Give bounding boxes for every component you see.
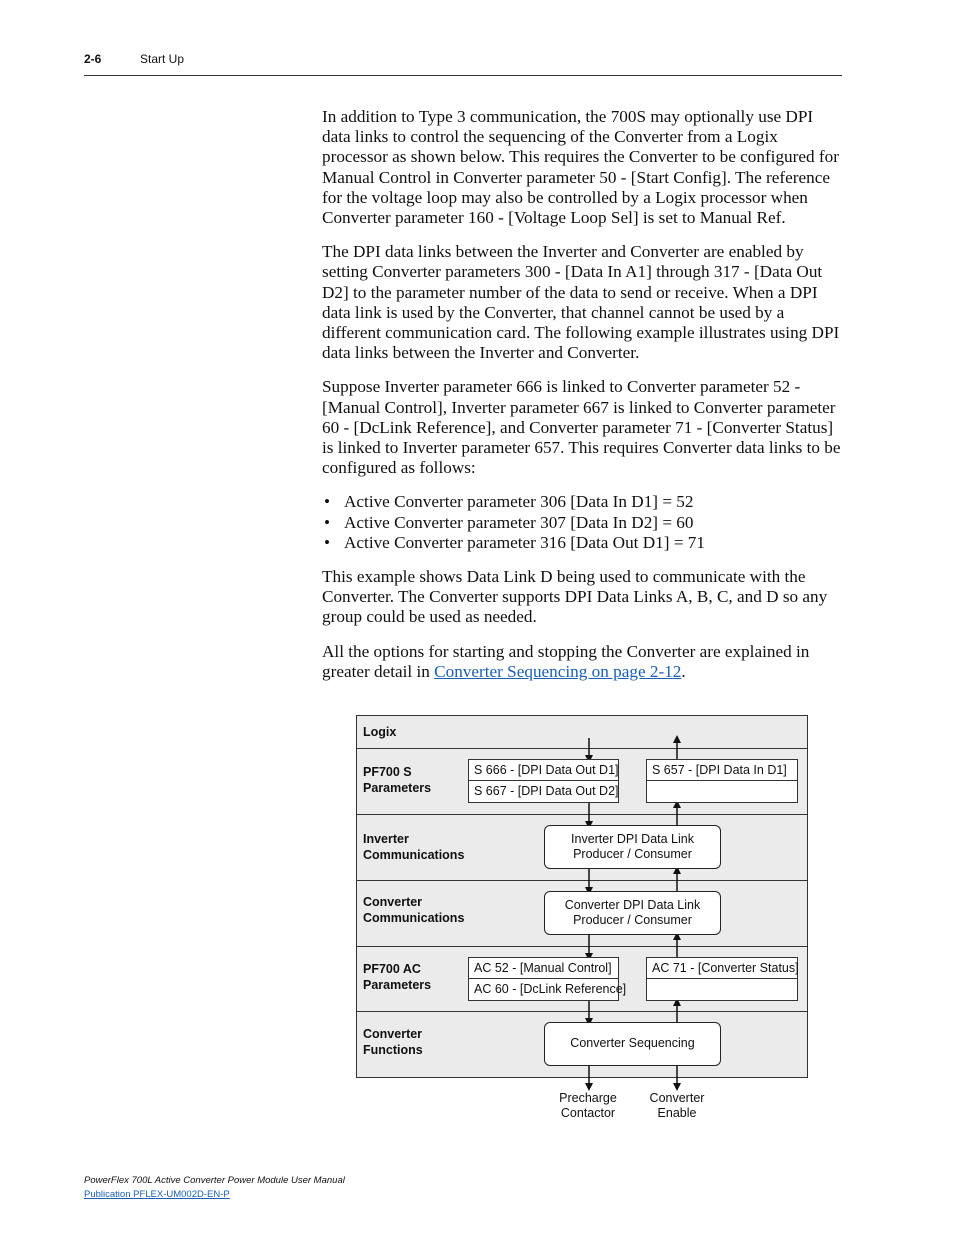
paragraph-1: In addition to Type 3 communication, the 700S may optionally use DPI data links to control the sequencing of the Converter from a Logix processor as shown below. This requires the Converter to be configured for Manual Control in Converter parameter 50 - [Start Config]. The reference for the voltage loop may also be controlled by a Logix processor when Converter parameter 160 - [Voltage Loop Sel] is set to Manual Ref. [322, 107, 839, 228]
band-label-pf700s: PF700 S Parameters [363, 765, 432, 795]
list-item: • Active Converter parameter 316 [Data Out D1] = 71 [322, 533, 842, 553]
paragraph-5-text: All the options for starting and stopping the Converter are explained in greater detail in [322, 641, 810, 681]
page-number: 2-6 [84, 52, 102, 66]
param-s667: S 667 - [DPI Data Out D2] [468, 780, 619, 803]
list-item: • Active Converter parameter 307 [Data In D2] = 60 [322, 513, 842, 533]
band-label-pf700ac: PF700 AC Parameters [363, 962, 432, 992]
converter-sequencing-link[interactable]: Converter Sequencing on page 2-12 [434, 661, 682, 681]
output-precharge-contactor: Precharge Contactor [559, 1091, 617, 1120]
inverter-dpi-box: Inverter DPI Data Link Producer / Consumer [544, 825, 721, 869]
paragraph-3: Suppose Inverter parameter 666 is linked to Converter parameter 52 - [Manual Control], Inverter parameter 667 is linked to Converter parameter 60 - [DcLink Reference], and Converter parameter 71 - [Converter Status] is linked to Inverter parameter 657. This requires Converter data links to be configured as follows: [322, 377, 841, 478]
param-ac60: AC 60 - [DcLink Reference] [468, 978, 619, 1001]
footer-manual-title: PowerFlex 700L Active Converter Power Module User Manual [84, 1175, 345, 1186]
footer-publication-link[interactable]: Publication PFLEX-UM002D-EN-P [84, 1189, 230, 1200]
band-label-converter-comm: Converter Communications [363, 895, 465, 925]
paragraph-5-end: . [681, 661, 686, 681]
list-item: • Active Converter parameter 306 [Data In D1] = 52 [322, 492, 842, 512]
param-ac52: AC 52 - [Manual Control] [468, 957, 619, 979]
band-label-inverter-comm: Inverter Communications [363, 832, 465, 862]
param-s666: S 666 - [DPI Data Out D1] [468, 759, 619, 781]
output-converter-enable: Converter Enable [649, 1091, 705, 1120]
param-s-empty [646, 780, 798, 803]
converter-dpi-box: Converter DPI Data Link Producer / Consumer [544, 891, 721, 935]
paragraph-2: The DPI data links between the Inverter and Converter are enabled by setting Converter parameters 300 - [Data In A1] through 317 - [Data Out D2] to the parameter number of the data to send or receive. When a DPI data link is used by the Converter, that channel cannot be used by a different communication card. The following example illustrates using DPI data links between the Inverter and Converter. [322, 242, 840, 363]
band-label-logix: Logix [363, 725, 397, 739]
param-s657: S 657 - [DPI Data In D1] [646, 759, 798, 781]
param-ac71: AC 71 - [Converter Status] [646, 957, 798, 979]
converter-sequencing-box: Converter Sequencing [544, 1022, 721, 1066]
section-title: Start Up [140, 52, 185, 66]
param-ac-empty [646, 978, 798, 1001]
paragraph-4: This example shows Data Link D being used to communicate with the Converter. The Converter supports DPI Data Links A, B, C, and D so any group could be used as needed. [322, 567, 828, 627]
band-label-converter-functions: Converter Functions [363, 1027, 423, 1057]
